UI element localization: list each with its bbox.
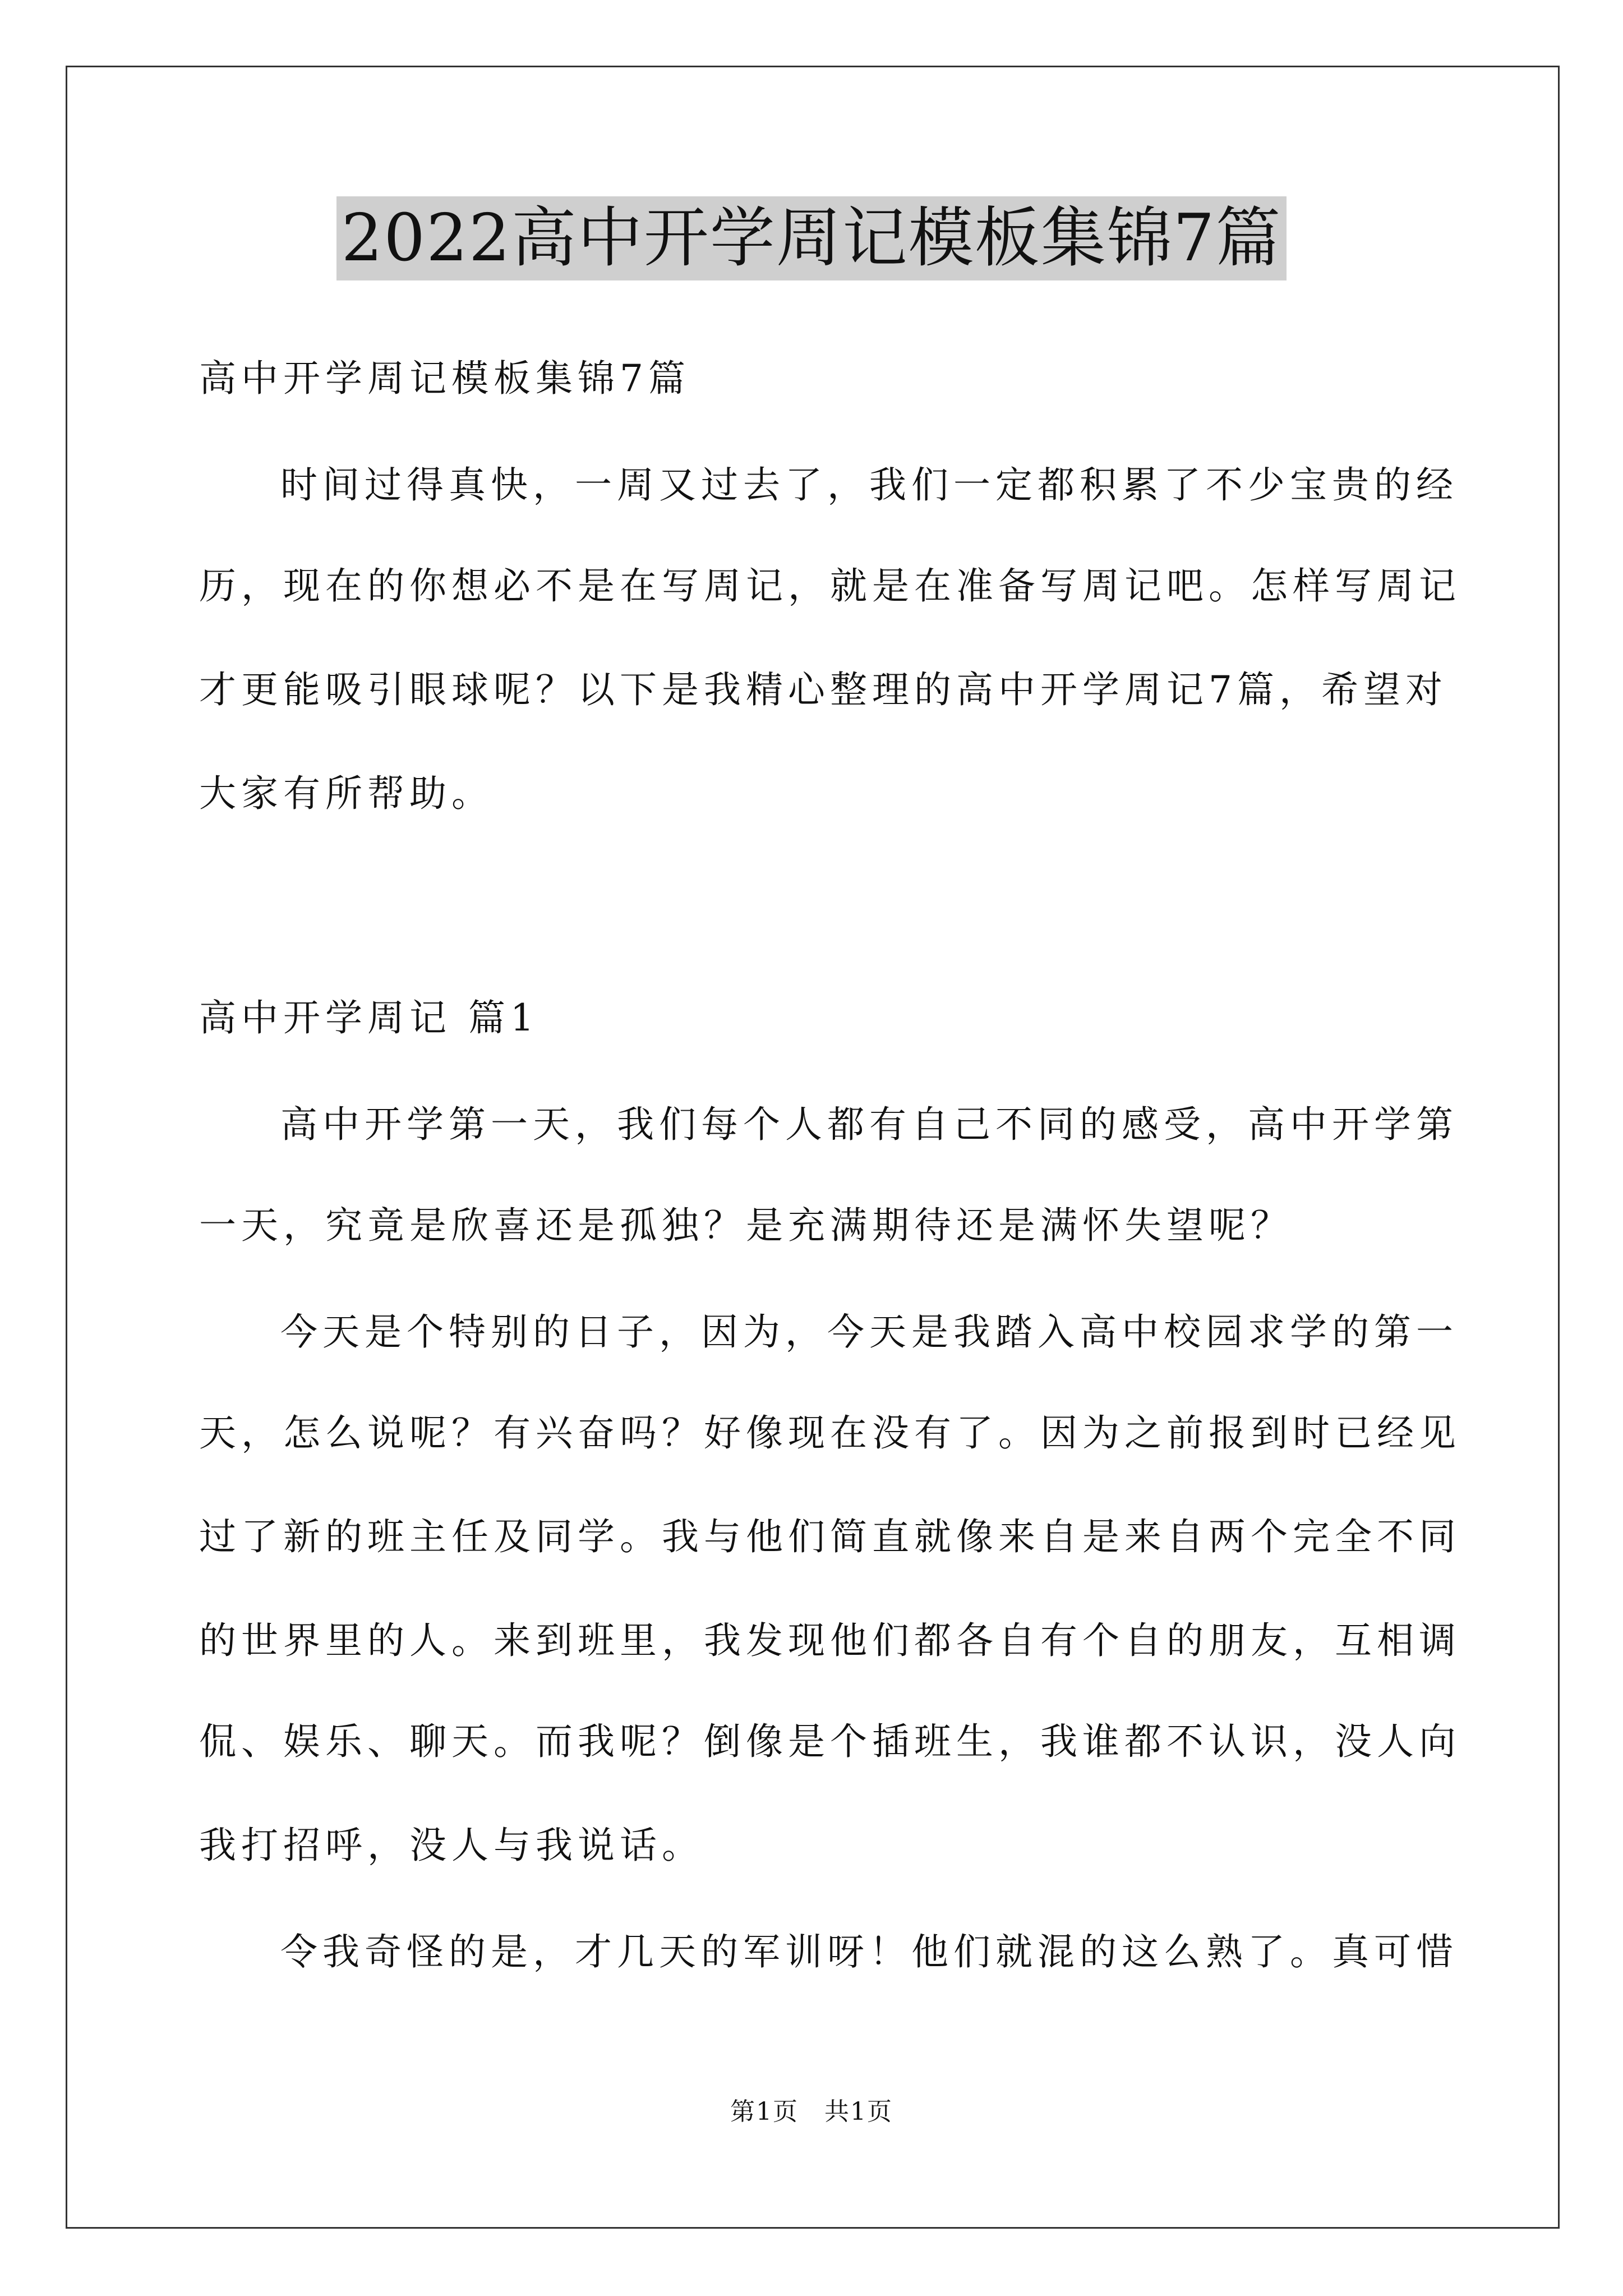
paragraph-line: 我打招呼，没人与我说话。	[199, 1824, 704, 1867]
document-title-block	[0, 196, 1623, 280]
paragraph-line: 天，怎么说呢？有兴奋吗？好像现在没有了。因为之前报到时已经见	[199, 1411, 1461, 1455]
paragraph-line: 的世界里的人。来到班里，我发现他们都各自有个自的朋友，互相调	[199, 1619, 1461, 1662]
paragraph-line: 令我奇怪的是，才几天的军训呀！他们就混的这么熟了。真可惜	[280, 1930, 1458, 1973]
paragraph-line: 侃、娱乐、聊天。而我呢？倒像是个插班生，我谁都不认识，没人向	[199, 1720, 1461, 1763]
document-title: 2022高中开学周记模板集锦7篇	[336, 196, 1286, 280]
paragraph-line: 一天，究竟是欣喜还是孤独？是充满期待还是满怀失望呢？	[199, 1204, 1293, 1247]
intro-line: 才更能吸引眼球呢？以下是我精心整理的高中开学周记7篇，希望对	[199, 668, 1447, 711]
document-subtitle: 高中开学周记模板集锦7篇	[199, 357, 690, 400]
intro-line: 时间过得真快，一周又过去了，我们一定都积累了不少宝贵的经	[280, 463, 1458, 507]
intro-line: 历，现在的你想必不是在写周记，就是在准备写周记吧。怎样写周记	[199, 564, 1461, 608]
intro-line: 大家有所帮助。	[199, 772, 494, 815]
page-footer: 第1页 共1页	[730, 2097, 893, 2126]
section-heading: 高中开学周记 篇1	[199, 996, 539, 1039]
paragraph-line: 高中开学第一天，我们每个人都有自己不同的感受，高中开学第	[280, 1103, 1458, 1146]
paragraph-line: 今天是个特别的日子，因为，今天是我踏入高中校园求学的第一	[280, 1310, 1458, 1354]
paragraph-line: 过了新的班主任及同学。我与他们简直就像来自是来自两个完全不同	[199, 1515, 1461, 1558]
